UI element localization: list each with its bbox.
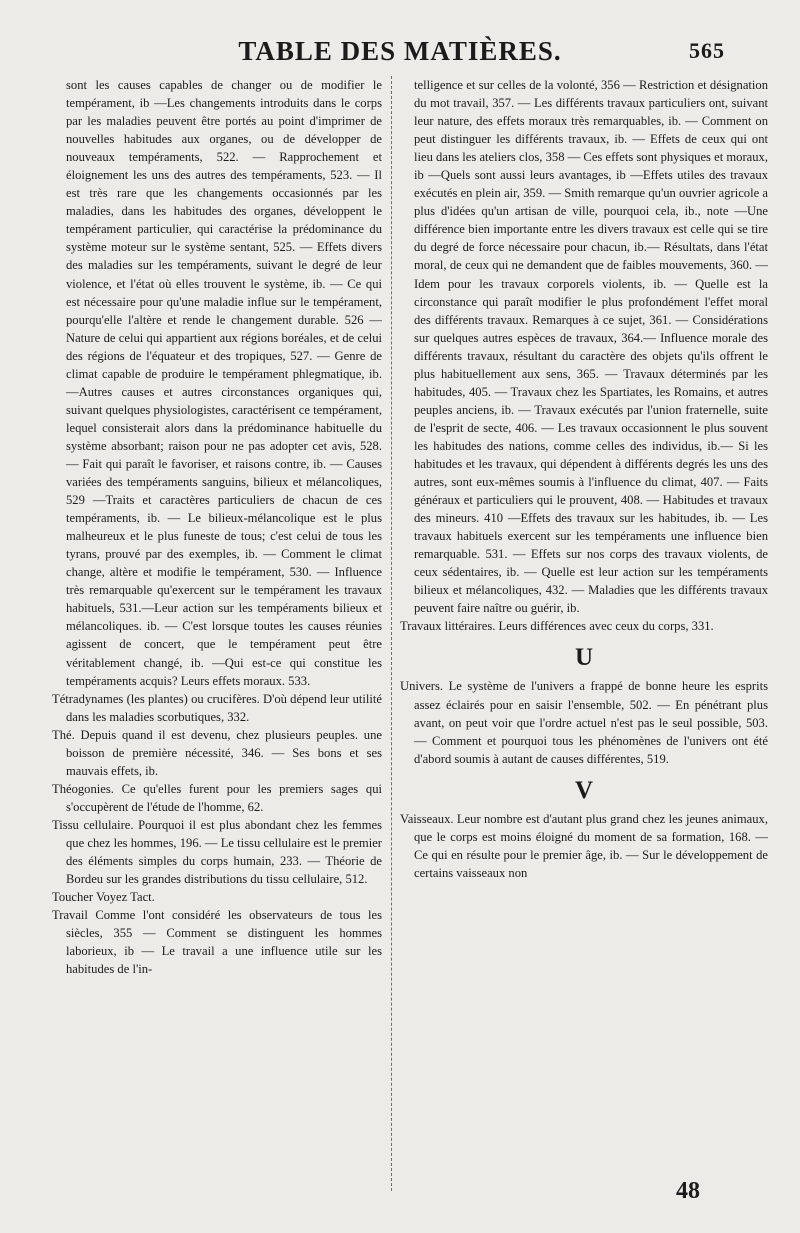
entry-travail: Travail Comme l'ont considéré les observateurs de tous les siècles, 355 — Comment se distinguent les hommes laborieux, ib — Le travail a une influence utile sur les habitudes de l'in- (52, 908, 382, 977)
section-letter-u: U (574, 644, 594, 672)
section-letter-v: V (574, 776, 594, 804)
signature-mark: 48 (676, 1178, 700, 1204)
entry-travaux-litteraires: Travaux littéraires. Leurs différences avec ceux du corps, 331. (400, 619, 714, 634)
entry-theogonies: Théogonies. Ce qu'elles furent pour les premiers sages qui s'occupèrent de l'étude de l'homme, 62. (52, 781, 382, 814)
right-entry-continuation: telligence et sur celles de la volonté, 356 — Restriction et désignation du mot travail, 357. — Les différents travaux particuliers ont, suivant leur nature, des effets moraux très remarquables, ib. — Comment on peut distinguer les différents travaux, ib. — Effets de ceux qui ont lieu dans les ateliers clos, 358 — Ces effets sont physiques et moraux, ib —Quels sont aussi leurs avantages, ib —Effets utiles des travaux exécutés en plein air, 359. — Smith remarque qu'un ouvrier agricole a plus d'idées qu'un artisan de ville, pourquoi cela, ib., note —Une différence bien importante entre les divers travaux est celle qui se tire du degré de force nécessaire pour chacun, ib.— Résultats, dans l'état moral, de ceux qui ne demandent que de faibles mouvements, 360. — Idem pour les travaux corporels violents, ib. — Quelle est la circonstance qui paraît modifier le plus profondément l'effet moral des différents travaux. Remarques à ce sujet, 361. — Considérations sur quelques autres espèces de travaux, 364.— Influence morale des différents travaux, résultant du caractère des objets qu'ils offrent le plus habituellement aux sens, 365. — Travaux déterminés par les habitudes, 405. — Travaux chez les Spartiates, les Romains, et autres peuples anciens, ib. — Travaux exécutés par l'union fraternelle, suite de l'esprit de secte, 406. — Les travaux occasionnent le plus souvent les habitudes des nations, comme celles des individus, ib.— Si les habitudes et les travaux, qui dépendent à différents degrés les uns des autres, sont eux-mêmes soumis à l'influence du climat, 407. — Faits généraux et particuliers qui le prouvent, 408. — Habitudes et travaux des mineurs. 410 —Effets des travaux sur les habitudes, ib. — Les travaux habituels exercent sur les tempéraments une influence bien remarquable. 531. — Effets sur nos corps des travaux violents, de ceux sédentaires, ib. — Quelle est leur action sur les tempéraments bilieux et mélancoliques, 432. — Maladies que les différents travaux peuvent faire naître ou guérir, ib. (414, 78, 768, 616)
left-column (52, 76, 382, 978)
page-number: 565 (689, 38, 725, 63)
entry-toucher: Toucher Voyez Tact. (52, 890, 155, 905)
column-divider (391, 76, 392, 1191)
entry-vaisseaux: Vaisseaux. Leur nombre est d'autant plus grand chez les jeunes animaux, que le corps est moins éloigné du moment de sa formation, 168. — Ce qui en résulte pour le premier âge, ib. — Sur le développement de certains vaisseaux non (400, 811, 768, 880)
entry-the: Thé. Depuis quand il est devenu, chez plusieurs peuples. une boisson de première nécessité, 346. — Ses bons et ses mauvais effets, ib. (52, 727, 382, 778)
entry-univers: Univers. Le système de l'univers a frappé de bonne heure les esprits assez éclairés pour en saisir l'ensemble, 502. — En pénétrant plus avant, on peut voir que l'ordre actuel n'est pas le seul possible, 503. — Comment et pourquoi tous les phénomènes de l'univers ont été d'abord soumis à autant de causes différentes, 519. (400, 679, 768, 766)
page-title: TABLE DES MATIÈRES. (238, 36, 562, 66)
entry-tetradynames: Tétradynames (les plantes) ou crucifères. D'où dépend leur utilité dans les maladies scorbutiques, 332. (52, 691, 382, 724)
right-column (400, 76, 768, 882)
left-entry-continuation: sont les causes capables de changer ou de modifier le tempérament, ib —Les changements introduits dans le corps par les maladies peuvent être portés au point d'imprimer de nouvelles habitudes aux organes, ou de développer de nouveaux tempéraments, 522. — Rapprochement et éloignement les uns des autres des tempéraments, 523. — Il est très rare que les changements occasionnés par les maladies, dans les habitudes des organes, développent le tempérament particulier, qui caractérise la prédominance du système moteur sur le système sentant, 525. — Effets divers des maladies sur les tempéraments, suivant le degré de leur violence, et l'état où elles trouvent le système, ib. — Ce qui est nécessaire pour qu'une maladie influe sur le tempérament, pourqu'elle l'altère et rende le changement durable. 526 —Nature de celui qui appartient aux régions boréales, et de celui des régions de l'équateur et des tropiques, 527. — Genre de climat capable de produire le tempérament phlegmatique, ib.—Autres causes et autres circonstances organiques qui, suivant quelques physiologistes, caractérisent ce tempérament, lequel consisterait alors dans la prédominance habituelle du système absorbant; raison pour ne pas adopter cet avis, 528. — Fait qui paraît le favoriser, et raisons contre, ib. — Causes variées des tempéraments sanguins, bilieux et mélancoliques, 529 —Traits et caractères particuliers de chacun de ces tempéraments, ib. — Le bilieux-mélancolique est le plus malheureux et le plus funeste de tous; c'est celui de tous les tyrans, prouvé par des exemples, ib. — Comment le climat change, altère et modifie le tempérament, 530. — Influence très remarquable qu'exercent sur le tempérament les travaux habituels, 531.—Leur action sur les tempéraments bilieux et mélancoliques. ib. — C'est lorsque toutes les causes réunies agissent de concert, que le tempérament peut être véritablement changé, ib. —Qui est-ce qui constitue les tempéraments acquis? Leurs effets moraux. 533. (66, 78, 382, 688)
entry-tissu-cellulaire: Tissu cellulaire. Pourquoi il est plus abondant chez les femmes que chez les hommes, 196. — Le tissu cellulaire est le premier des éléments simples du corps humain, 233. — Théorie de Bordeu sur les grandes distributions du tissu cellulaire, 512. (52, 817, 382, 887)
